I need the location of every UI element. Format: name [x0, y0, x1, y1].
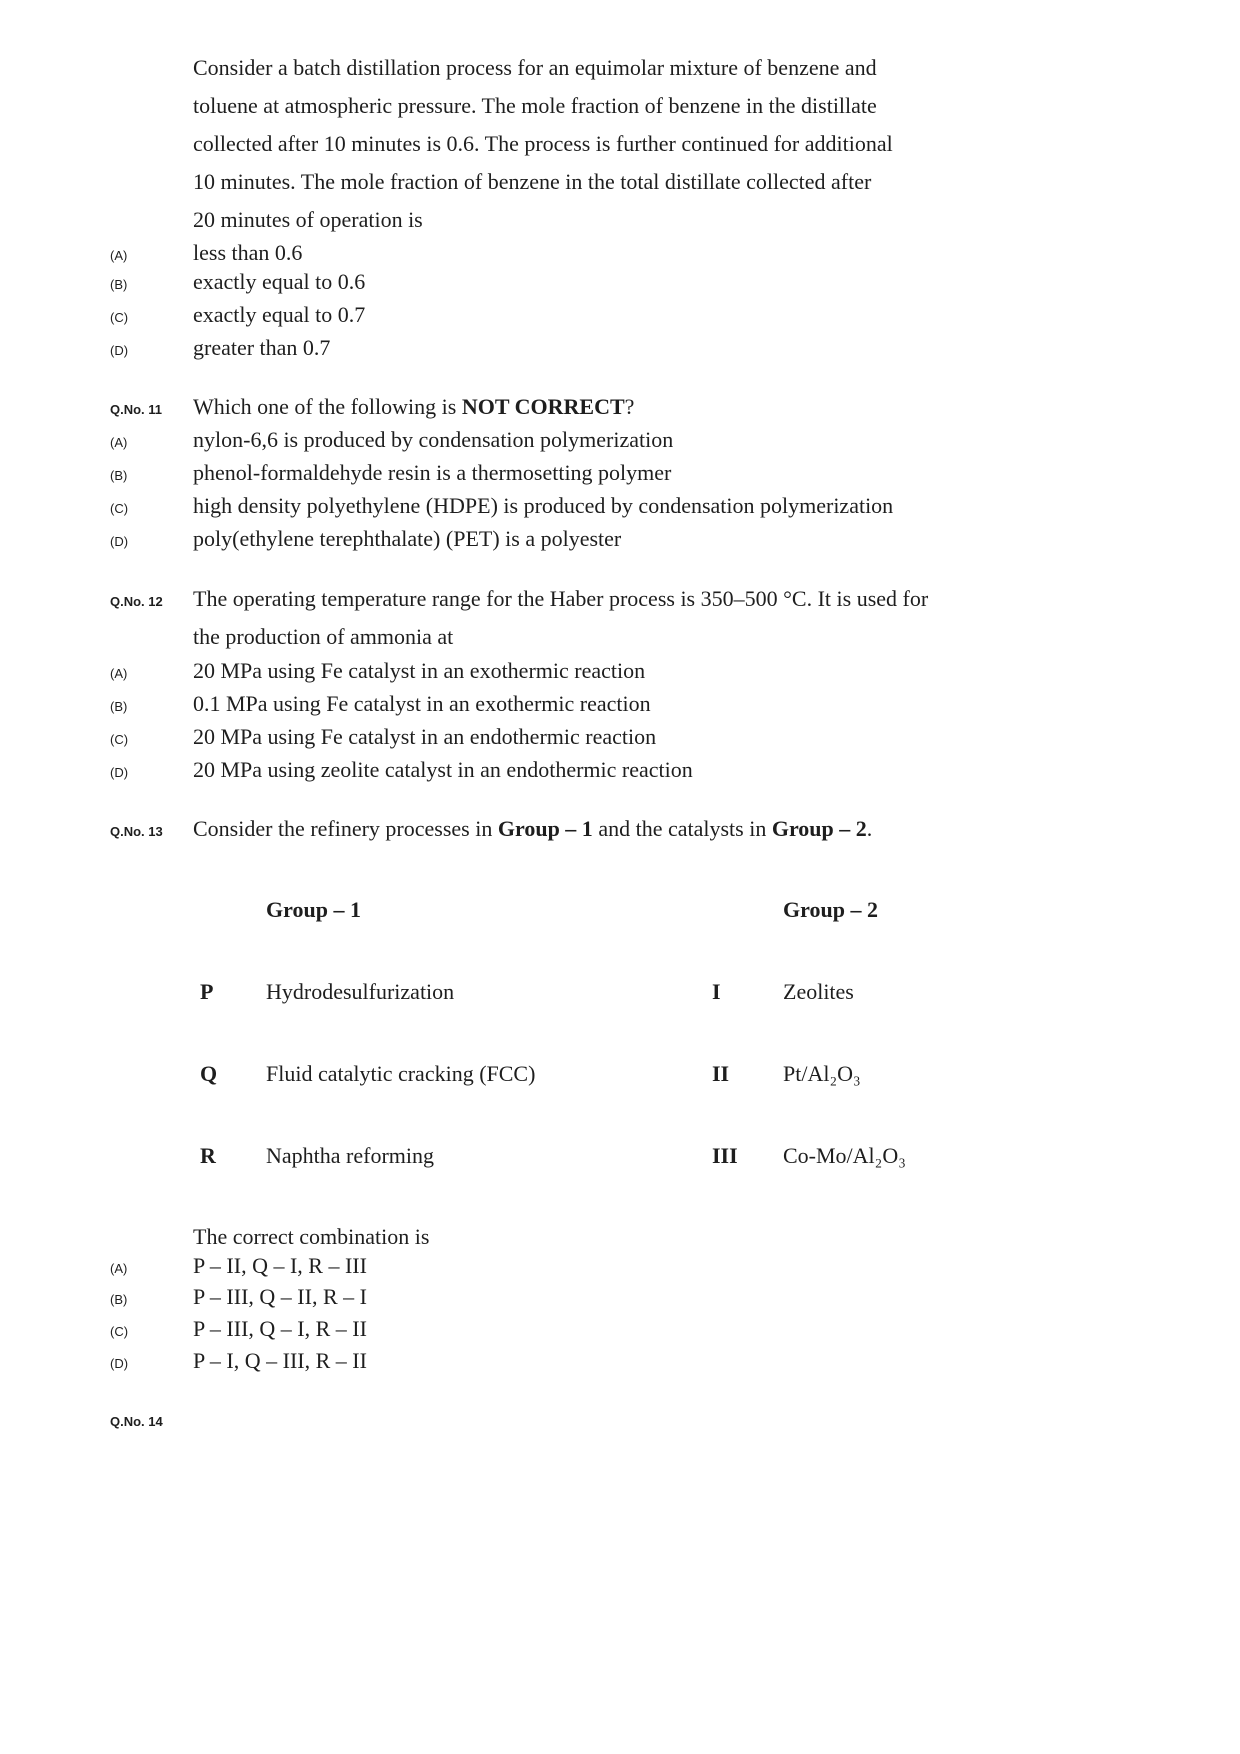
q12-option-a-label: (A) — [110, 666, 128, 681]
row-key: R — [200, 1143, 216, 1168]
q12-number: Q.No. 12 — [110, 594, 163, 609]
q11-option-a-text: nylon-6,6 is produced by condensation polymerization — [193, 427, 674, 452]
q13-option-a-text: P – II, Q – I, R – III — [193, 1253, 367, 1278]
q11-stem: Which one of the following is NOT CORRECT? — [193, 394, 635, 419]
q10-stem-line: 10 minutes. The mole fraction of benzene in the total distillate collected after — [193, 169, 872, 194]
q13-option-d-text: P – I, Q – III, R – II — [193, 1348, 367, 1373]
q12-stem-line: The operating temperature range for the Haber process is 350–500 °C. It is used for — [193, 586, 929, 611]
q10-option-d-text: greater than 0.7 — [193, 335, 331, 360]
q13-option-b-label: (B) — [110, 1292, 128, 1307]
q11-option-d-text: poly(ethylene terephthalate) (PET) is a polyester — [193, 526, 622, 551]
q12-stem-line: the production of ammonia at — [193, 624, 454, 649]
row-numeral: I — [712, 979, 721, 1004]
q12-option-b-label: (B) — [110, 699, 128, 714]
q11-option-b-label: (B) — [110, 468, 128, 483]
row-catalyst: Pt/Al₂O₃ — [783, 1061, 861, 1086]
q11-option-c-label: (C) — [110, 501, 129, 516]
row-process: Naphtha reforming — [266, 1143, 434, 1168]
q12-option-c-label: (C) — [110, 732, 129, 747]
row-process: Hydrodesulfurization — [266, 979, 455, 1004]
group-2-header: Group – 2 — [783, 897, 878, 922]
row-key: P — [200, 979, 214, 1004]
q14-number: Q.No. 14 — [110, 1414, 163, 1429]
q13-stem: Consider the refinery processes in Group – 1 and the catalysts in Group – 2. — [193, 816, 873, 841]
q10-stem-line: 20 minutes of operation is — [193, 207, 423, 232]
q13-prompt: The correct combination is — [193, 1224, 430, 1249]
q10-option-c-label: (C) — [110, 310, 129, 325]
q10-option-b-text: exactly equal to 0.6 — [193, 269, 366, 294]
group-1-header: Group – 1 — [266, 897, 361, 922]
q10-stem-line: toluene at atmospheric pressure. The mole fraction of benzene in the distillate — [193, 93, 877, 118]
q10-stem-line: Consider a batch distillation process for an equimolar mixture of benzene and — [193, 55, 877, 80]
q13-option-c-text: P – III, Q – I, R – II — [193, 1316, 367, 1341]
q10-stem-line: collected after 10 minutes is 0.6. The process is further continued for additional — [193, 131, 893, 156]
row-key: Q — [200, 1061, 218, 1086]
q12-option-c-text: 20 MPa using Fe catalyst in an endothermic reaction — [193, 724, 657, 749]
q10-option-c-text: exactly equal to 0.7 — [193, 302, 366, 327]
row-catalyst: Zeolites — [783, 979, 854, 1004]
q11-option-a-label: (A) — [110, 435, 128, 450]
q12-option-b-text: 0.1 MPa using Fe catalyst in an exothermic reaction — [193, 691, 651, 716]
q11-option-d-label: (D) — [110, 534, 129, 549]
q12-option-a-text: 20 MPa using Fe catalyst in an exothermic reaction — [193, 658, 646, 683]
q13-option-d-label: (D) — [110, 1356, 129, 1371]
row-numeral: II — [712, 1061, 730, 1086]
q13-number: Q.No. 13 — [110, 824, 163, 839]
q11-option-b-text: phenol-formaldehyde resin is a thermosetting polymer — [193, 460, 672, 485]
q11-option-c-text: high density polyethylene (HDPE) is produced by condensation polymerization — [193, 493, 894, 518]
q12-option-d-label: (D) — [110, 765, 129, 780]
q13-option-b-text: P – III, Q – II, R – I — [193, 1284, 367, 1309]
q10-option-a-label: (A) — [110, 248, 128, 263]
q12-option-d-text: 20 MPa using zeolite catalyst in an endothermic reaction — [193, 757, 693, 782]
row-numeral: III — [712, 1143, 738, 1168]
q10-option-d-label: (D) — [110, 343, 129, 358]
q10-option-a-text: less than 0.6 — [193, 240, 303, 265]
q10-option-b-label: (B) — [110, 277, 128, 292]
row-process: Fluid catalytic cracking (FCC) — [266, 1061, 536, 1086]
q13-option-a-label: (A) — [110, 1261, 128, 1276]
q13-option-c-label: (C) — [110, 1324, 129, 1339]
row-catalyst: Co-Mo/Al₂O₃ — [783, 1143, 906, 1168]
q11-number: Q.No. 11 — [110, 402, 163, 417]
